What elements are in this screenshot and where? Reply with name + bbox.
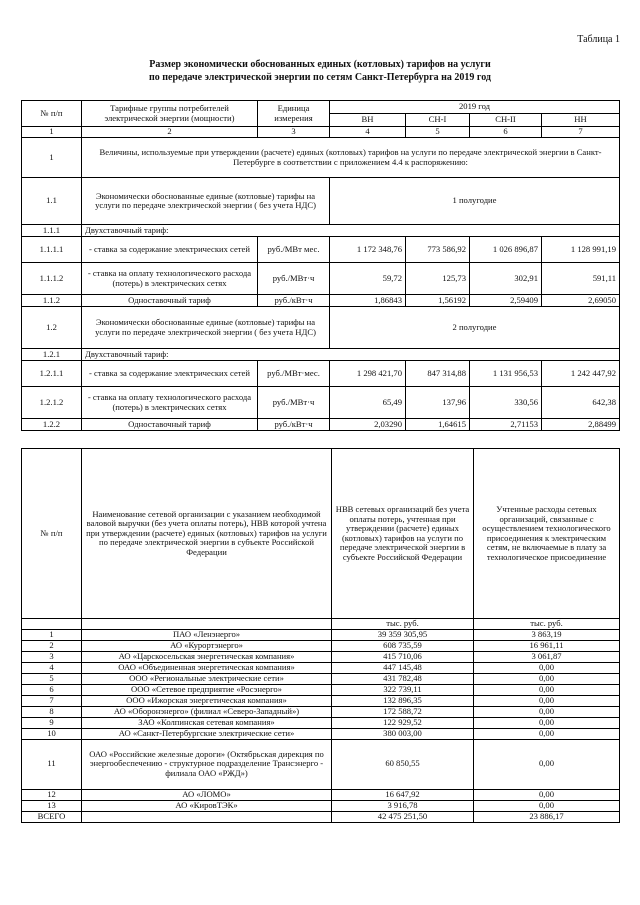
nvv-value: 608 735,59 (332, 640, 474, 651)
header-organization: Наименование сетевой организации с указанием необходимой валовой выручки (без учета оплаты потерь), НВВ которой учтена при утверждении (расчете) единых (котловых) тарифов на услуги по передаче электрической энергии в субъекте Российской Федерации (82, 449, 332, 619)
expenses-value: 0,00 (474, 789, 620, 800)
header-level-nn: НН (542, 114, 620, 127)
expenses-value: 0,00 (474, 717, 620, 728)
expenses-value: 0,00 (474, 673, 620, 684)
row-text: Экономически обоснованные единые (котловые) тарифы на услуги по передаче электрической энергии ( без учета НДС) (82, 178, 330, 225)
row-number: 1.1.1 (22, 225, 82, 237)
expenses-value: 0,00 (474, 684, 620, 695)
column-number: 2 (82, 127, 258, 138)
value-nn: 1 128 991,19 (542, 237, 620, 263)
half-year-label: 2 полугодие (330, 307, 620, 349)
header-level-vn: ВН (330, 114, 406, 127)
header-unit: Единица измерения (258, 101, 330, 127)
nvv-value: 132 896,35 (332, 695, 474, 706)
value-nn: 591,11 (542, 263, 620, 295)
row-number: 4 (22, 662, 82, 673)
nvv-value: 39 359 305,95 (332, 629, 474, 640)
value-sn1: 773 586,92 (406, 237, 470, 263)
section-number: 1 (22, 138, 82, 178)
value-sn2: 302,91 (470, 263, 542, 295)
organization-row (22, 706, 620, 717)
expenses-value: 0,00 (474, 706, 620, 717)
column-number: 1 (22, 127, 82, 138)
row-text: Одноставочный тариф (82, 419, 258, 431)
header-num: № п/п (22, 101, 82, 127)
row-text: Одноставочный тариф (82, 295, 258, 307)
column-number: 7 (542, 127, 620, 138)
row-text: Двухставочный тариф: (82, 225, 620, 237)
organization-name: АО «ЛОМО» (82, 789, 332, 800)
nvv-value: 3 916,78 (332, 800, 474, 811)
organization-row (22, 684, 620, 695)
row-number: 9 (22, 717, 82, 728)
header-level-sn1: СН-I (406, 114, 470, 127)
organization-row (22, 789, 620, 800)
section-description: Величины, используемые при утверждении (расчете) единых (котловых) тарифов на услуги по передаче электрической энергии в Санкт-Петербурге в соответствии с приложением 4.4 к распоряжению: (82, 138, 620, 178)
row-number: 1 (22, 629, 82, 640)
row-number: 8 (22, 706, 82, 717)
expenses-value: 16 961,11 (474, 640, 620, 651)
row-unit: руб./МВт мес. (258, 237, 330, 263)
header-connection-expenses: Учтенные расходы сетевых организаций, связанные с осуществлением технологического присоединения к электрическим сетям, не включаемые в плату за технологическое присоединение (474, 449, 620, 619)
total-blank (82, 811, 332, 822)
expenses-value: 0,00 (474, 739, 620, 789)
organization-name: АО «Царскосельская энергетическая компания» (82, 651, 332, 662)
value-sn1: 847 314,88 (406, 361, 470, 387)
organization-row (22, 629, 620, 640)
row-number: 1.2.1.2 (22, 387, 82, 419)
organization-name: ООО «Региональные электрические сети» (82, 673, 332, 684)
value-vn: 1 298 421,70 (330, 361, 406, 387)
row-text: Экономически обоснованные единые (котловые) тарифы на услуги по передаче электрической энергии ( без учета НДС) (82, 307, 330, 349)
organization-name: АО «Курортэнерго» (82, 640, 332, 651)
value-nn: 642,38 (542, 387, 620, 419)
header-group: Тарифные группы потребителей электрической энергии (мощности) (82, 101, 258, 127)
nvv-value: 172 588,72 (332, 706, 474, 717)
total-nvv: 42 475 251,50 (332, 811, 474, 822)
nvv-value: 447 145,48 (332, 662, 474, 673)
value-sn2: 2,71153 (470, 419, 542, 431)
organization-row (22, 673, 620, 684)
row-number: 1.2 (22, 307, 82, 349)
row-text: - ставка за содержание электрических сетей (82, 361, 258, 387)
organization-name: ПАО «Ленэнерго» (82, 629, 332, 640)
column-number: 3 (258, 127, 330, 138)
row-number: 7 (22, 695, 82, 706)
nvv-value: 380 003,00 (332, 728, 474, 739)
network-organizations-table (21, 448, 620, 823)
total-expenses: 23 886,17 (474, 811, 620, 822)
row-number: 11 (22, 739, 82, 789)
value-vn: 65,49 (330, 387, 406, 419)
row-unit: руб./кВт·ч (258, 295, 330, 307)
row-number: 1.1.2 (22, 295, 82, 307)
expenses-value: 0,00 (474, 695, 620, 706)
row-unit: руб./кВт·ч (258, 419, 330, 431)
header-level-sn2: СН-II (470, 114, 542, 127)
row-number: 1.1.1.1 (22, 237, 82, 263)
organization-row (22, 695, 620, 706)
document-title (60, 58, 580, 84)
nvv-value: 415 710,06 (332, 651, 474, 662)
value-vn: 1,86843 (330, 295, 406, 307)
nvv-value: 122 929,52 (332, 717, 474, 728)
row-number: 12 (22, 789, 82, 800)
header-num: № п/п (22, 449, 82, 619)
value-sn1: 125,73 (406, 263, 470, 295)
table-number-label: Таблица 1 (577, 34, 620, 45)
row-number: 1.2.1 (22, 349, 82, 361)
row-number: 13 (22, 800, 82, 811)
organization-name: ООО «Сетевое предприятие «Росэнерго» (82, 684, 332, 695)
organization-row (22, 800, 620, 811)
organization-name: ОАО «Объединенная энергетическая компания» (82, 662, 332, 673)
nvv-value: 16 647,92 (332, 789, 474, 800)
organization-rows (22, 629, 620, 811)
row-number: 5 (22, 673, 82, 684)
value-sn2: 1 026 896,87 (470, 237, 542, 263)
column-number: 6 (470, 127, 542, 138)
row-unit: руб./МВт·мес. (258, 361, 330, 387)
organization-row (22, 717, 620, 728)
nvv-value: 60 850,55 (332, 739, 474, 789)
row-unit: руб./МВт·ч (258, 387, 330, 419)
value-sn2: 2,59409 (470, 295, 542, 307)
expenses-value: 0,00 (474, 800, 620, 811)
organization-row (22, 739, 620, 789)
value-sn1: 1,56192 (406, 295, 470, 307)
row-number: 1.1.1.2 (22, 263, 82, 295)
row-number: 2 (22, 640, 82, 651)
unit-row-blank (82, 619, 332, 630)
expenses-value: 3 863,19 (474, 629, 620, 640)
row-text: - ставка на оплату технологического расхода (потерь) в электрических сетях (82, 263, 258, 295)
value-sn2: 1 131 956,53 (470, 361, 542, 387)
organization-name: ЗАО «Колпинская сетевая компания» (82, 717, 332, 728)
organization-name: ОАО «Российские железные дороги» (Октябрьская дирекция по энергообеспечению - структурное подразделение Трансэнерго - филиала ОАО «РЖД») (82, 739, 332, 789)
row-text: - ставка за содержание электрических сетей (82, 237, 258, 263)
expenses-value: 3 061,87 (474, 651, 620, 662)
row-unit: руб./МВт·ч (258, 263, 330, 295)
organization-name: ООО «Ижорская энергетическая компания» (82, 695, 332, 706)
row-number: 10 (22, 728, 82, 739)
row-text: - ставка на оплату технологического расхода (потерь) в электрических сетях (82, 387, 258, 419)
unit-label: тыс. руб. (332, 619, 474, 630)
row-number: 1.2.1.1 (22, 361, 82, 387)
value-sn1: 137,96 (406, 387, 470, 419)
value-nn: 2,69050 (542, 295, 620, 307)
row-number: 6 (22, 684, 82, 695)
row-number: 3 (22, 651, 82, 662)
title-line-1: Размер экономически обоснованных единых (котловых) тарифов на услуги (149, 59, 491, 70)
value-vn: 2,03290 (330, 419, 406, 431)
header-year: 2019 год (330, 101, 620, 114)
row-number: 1.2.2 (22, 419, 82, 431)
nvv-value: 322 739,11 (332, 684, 474, 695)
organization-name: АО «Санкт-Петербургские электрические сети» (82, 728, 332, 739)
organization-row (22, 728, 620, 739)
value-nn: 1 242 447,92 (542, 361, 620, 387)
value-nn: 2,88499 (542, 419, 620, 431)
value-vn: 1 172 348,76 (330, 237, 406, 263)
unit-row-blank (22, 619, 82, 630)
title-line-2: по передаче электрической энергии по сетям Санкт-Петербурга на 2019 год (149, 72, 491, 83)
row-text: Двухставочный тариф: (82, 349, 620, 361)
value-sn1: 1,64615 (406, 419, 470, 431)
unit-label: тыс. руб. (474, 619, 620, 630)
tariff-table (21, 100, 620, 431)
value-sn2: 330,56 (470, 387, 542, 419)
total-label: ВСЕГО (22, 811, 82, 822)
half-year-label: 1 полугодие (330, 178, 620, 225)
nvv-value: 431 782,48 (332, 673, 474, 684)
expenses-value: 0,00 (474, 728, 620, 739)
value-vn: 59,72 (330, 263, 406, 295)
organization-row (22, 662, 620, 673)
organization-name: АО «Оборонэнерго» (филиал «Северо-Западный») (82, 706, 332, 717)
header-nvv: НВВ сетевых организаций без учета оплаты потерь, учтенная при утверждении (расчете) единых (котловых) тарифов на услуги по передаче электрической энергии в субъекте Российской Федерации (332, 449, 474, 619)
row-number: 1.1 (22, 178, 82, 225)
column-number: 5 (406, 127, 470, 138)
organization-name: АО «КировТЭК» (82, 800, 332, 811)
column-number: 4 (330, 127, 406, 138)
organization-row (22, 651, 620, 662)
expenses-value: 0,00 (474, 662, 620, 673)
organization-row (22, 640, 620, 651)
